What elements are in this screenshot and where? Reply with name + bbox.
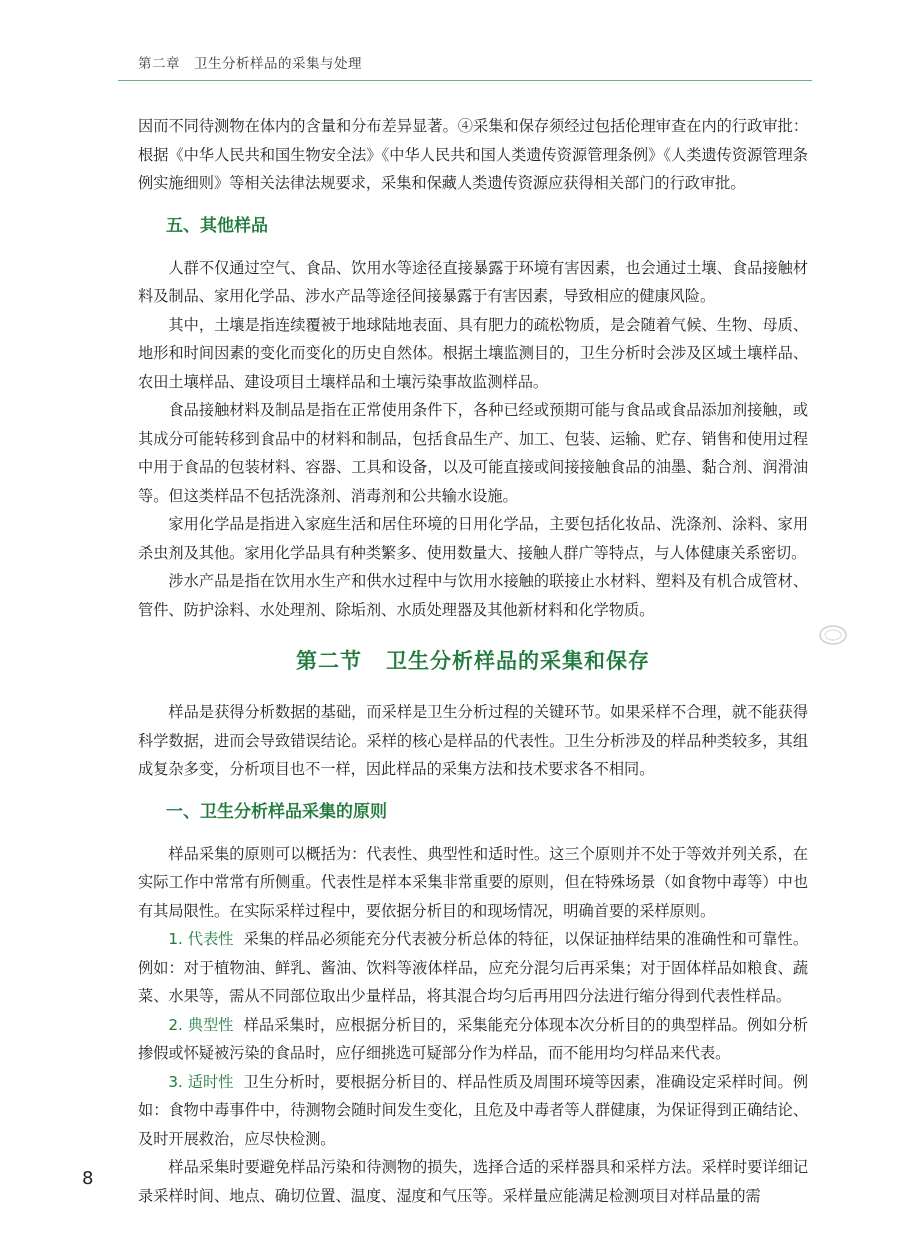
principle-3-text: 卫生分析时，要根据分析目的、样品性质及周围环境等因素，准确设定采样时间。例如：食物中毒事件中，待测物会随时间发生变化，且危及中毒者等人群健康，为保证得到正确结论、及时开展救治，应尽快检测。 [138, 1072, 809, 1148]
principle-2-text: 样品采集时，应根据分析目的，采集能充分体现本次分析目的的典型样品。例如分析掺假或怀疑被污染的食品时，应仔细挑选可疑部分作为样品，而不能用均匀样品来代表。 [138, 1015, 809, 1062]
paragraph-soil: 其中，土壤是指连续覆被于地球陆地表面、具有肥力的疏松物质，是会随着气候、生物、母质、地形和时间因素的变化而变化的历史自然体。根据土壤监测目的，卫生分析时会涉及区域土壤样品、农田土壤样品、建设项目土壤样品和土壤污染事故监测样品。 [138, 315, 808, 391]
watermark-stamp-icon [818, 624, 848, 646]
principle-1-label: 1. 代表性 [168, 930, 234, 948]
principle-typicality [138, 1011, 808, 1068]
principle-timeliness [138, 1068, 808, 1154]
principle-representativeness [138, 925, 808, 1011]
section-label: 第二节 [296, 649, 362, 673]
section-title [138, 646, 808, 676]
page-body [138, 112, 808, 1210]
running-header: 第二章 卫生分析样品的采集与处理 [138, 56, 362, 72]
header-divider [118, 80, 812, 81]
paragraph-water-products: 涉水产品是指在饮用水生产和供水过程中与饮用水接触的联接止水材料、塑料及有机合成管材、管件、防护涂料、水处理剂、除垢剂、水质处理器及其他新材料和化学物质。 [138, 572, 808, 619]
paragraph-exposure: 人群不仅通过空气、食品、饮用水等途径直接暴露于环境有害因素，也会通过土壤、食品接触材料及制品、家用化学品、涉水产品等途径间接暴露于有害因素，导致相应的健康风险。 [138, 258, 808, 305]
paragraph-household-chemicals: 家用化学品是指进入家庭生活和居住环境的日用化学品，主要包括化妆品、洗涤剂、涂料、家用杀虫剂及其他。家用化学品具有种类繁多、使用数量大、接触人群广等特点，与人体健康关系密切。 [138, 515, 808, 562]
section-name: 卫生分析样品的采集和保存 [386, 649, 650, 673]
paragraph-continued: 因而不同待测物在体内的含量和分布差异显著。④采集和保存须经过包括伦理审查在内的行政审批：根据《中华人民共和国生物安全法》《中华人民共和国人类遗传资源管理条例》《人类遗传资源管理条例实施细则》等相关法律法规要求，采集和保藏人类遗传资源应获得相关部门的行政审批。 [138, 117, 808, 192]
paragraph-principles-summary: 样品采集的原则可以概括为：代表性、典型性和适时性。这三个原则并不处于等效并列关系，在实际工作中常常有所侧重。代表性是样本采集非常重要的原则，但在特殊场景（如食物中毒等）中也有其局限性。在实际采样过程中，要依据分析目的和现场情况，明确首要的采样原则。 [138, 844, 808, 920]
paragraph-food-contact: 食品接触材料及制品是指在正常使用条件下，各种已经或预期可能与食品或食品添加剂接触，或其成分可能转移到食品中的材料和制品，包括食品生产、加工、包装、运输、贮存、销售和使用过程中用于食品的包装材料、容器、工具和设备，以及可能直接或间接接触食品的油墨、黏合剂、润滑油等。但这类样品不包括洗涤剂、消毒剂和公共输水设施。 [138, 401, 808, 505]
principle-2-label: 2. 典型性 [168, 1015, 234, 1034]
page-number: 8 [82, 1168, 94, 1189]
paragraph-sampling-notes: 样品采集时要避免样品污染和待测物的损失，选择合适的采样器具和采样方法。采样时要详细记录采样时间、地点、确切位置、温度、湿度和气压等。采样量应能满足检测项目对样品量的需 [138, 1158, 808, 1205]
principle-3-label: 3. 适时性 [168, 1072, 234, 1091]
heading-other-samples: 五、其他样品 [166, 215, 268, 236]
paragraph-sampling-intro: 样品是获得分析数据的基础，而采样是卫生分析过程的关键环节。如果采样不合理，就不能获得科学数据，进而会导致错误结论。采样的核心是样品的代表性。卫生分析涉及的样品种类较多，其组成复杂多变，分析项目也不一样，因此样品的采集方法和技术要求各不相同。 [138, 703, 808, 778]
heading-sampling-principles: 一、卫生分析样品采集的原则 [166, 801, 387, 822]
principle-1-text: 采集的样品必须能充分代表被分析总体的特征，以保证抽样结果的准确性和可靠性。例如：对于植物油、鲜乳、酱油、饮料等液体样品，应充分混匀后再采集；对于固体样品如粮食、蔬菜、水果等，需从不同部位取出少量样品，将其混合均匀后再用四分法进行缩分得到代表性样品。 [138, 930, 809, 1005]
